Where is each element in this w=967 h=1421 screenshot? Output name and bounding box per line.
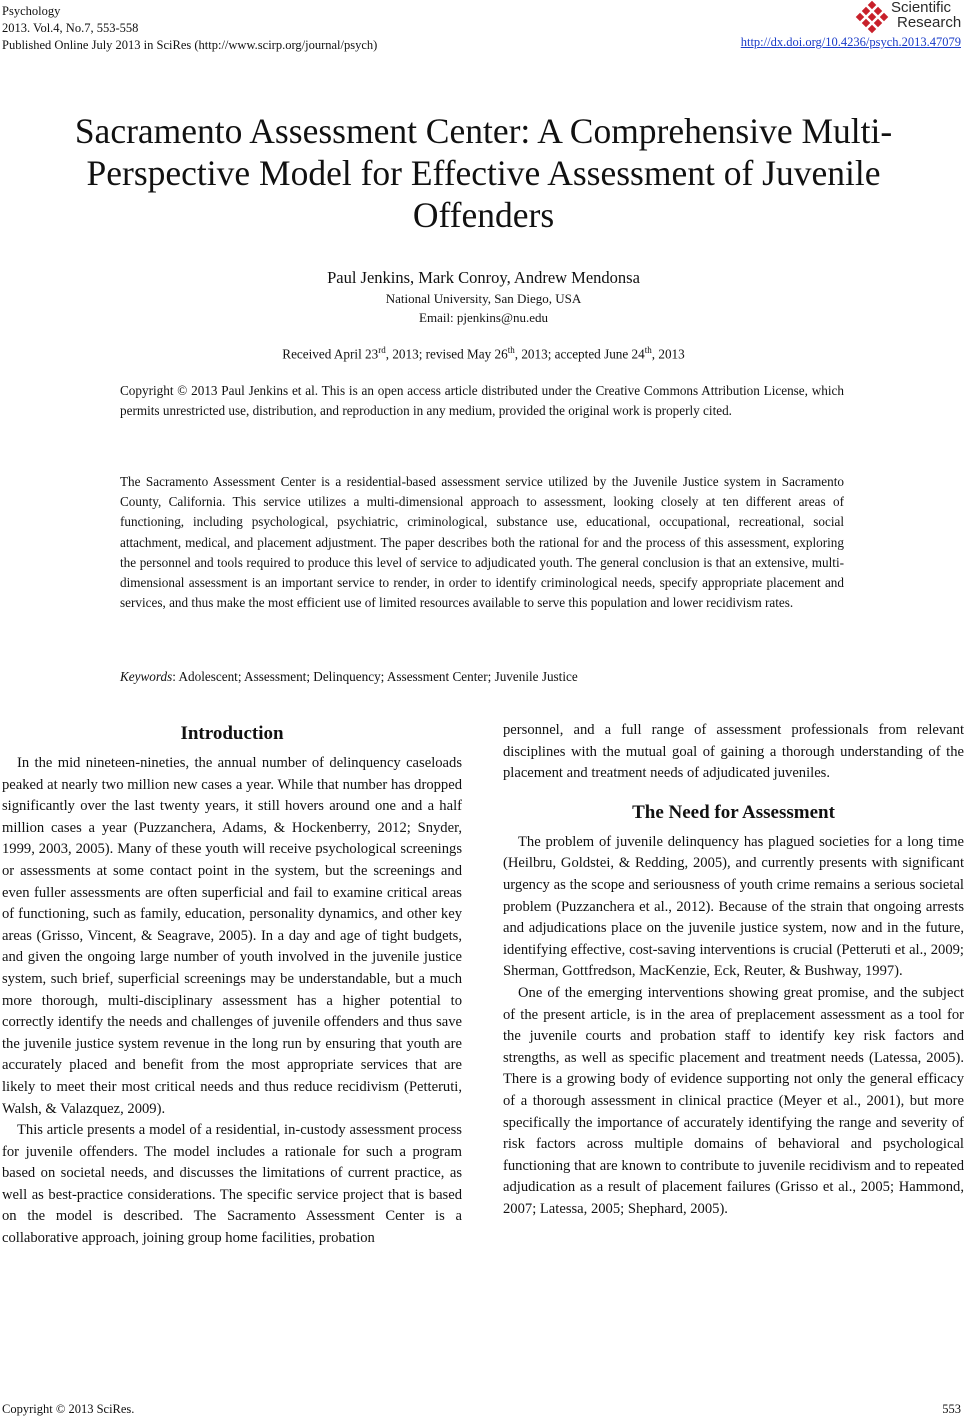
intro-paragraph-1: In the mid nineteen-nineties, the annual number of delinquency caseloads peaked at nearly two million new cases a year. While that number has dropped significantly over the last twenty years, it still hovers around one and a half million cases a year (Puzzanchera, Adams, & Hockenberry, 2012; Snyder, 1999, 2003, 2005). Many of these youth will receive psychological screenings or assessments at some contact point in the system, but the screenings and even fuller assessments are often superficial and fail to examine critical areas of functioning, such as family, education, personality dynamics, and other key areas (Grisso, Vincent, & Seagrave, 2005). In a day and age of tight budgets, and given the ongoing large number of youth involved in the juvenile justice system, such brief, superficial screenings may be understandable, but a much more thorough, multi-disciplinary assessment has a higher potential to correctly identify the needs and challenges of juvenile offenders and thus save the juvenile justice system revenue in the long run by ensuring that youth are accurately placed and benefit from the most appropriate services that are likely to meet their most critical needs and thus reduce recidivism (Petteruti, Walsh, & Valazquez, 2009).: [2, 755, 462, 1117]
keywords-text: : Adolescent; Assessment; Delinquency; Assessment Center; Juvenile Justice: [172, 669, 578, 684]
publication-line: Published Online July 2013 in SciRes (http://www.scirp.org/journal/psych): [2, 38, 378, 52]
doi-header: [741, 35, 961, 50]
logo-text: Scientific Research: [891, 0, 962, 31]
license-notice: Copyright © 2013 Paul Jenkins et al. This is an open access article distributed under the Creative Commons Attribution License, which permits unrestricted use, distribution, and reproduction in any medium, provided the original work is properly cited.: [120, 383, 844, 418]
logo-diamond-icon: [857, 2, 887, 32]
paper-title: Sacramento Assessment Center: A Comprehensive Multi-Perspective Model for Effective Assessment of Juvenile Offenders: [74, 111, 893, 235]
section-heading-need: The Need for Assessment: [632, 801, 835, 823]
footer-copyright: Copyright © 2013 SciRes.: [2, 1402, 135, 1416]
affiliation: National University, San Diego, USA: [385, 291, 582, 306]
running-header: [2, 3, 377, 54]
abstract: The Sacramento Assessment Center is a residential-based assessment service utilized by the Juvenile Justice system in Sacramento County, California. This service utilizes a multi-dimensional approach to assessment, looking closely at ten different areas of functioning, including psychological, psychiatric, criminological, substance use, educational, occupational, recreational, social attachment, medical, and placement adjustment. The paper describes both the rational for and the process of this assessment, exploring the personnel and tools required to produce this level of service to adjudicated youth. The general conclusion is that an extensive, multi-dimensional assessment is an important service to render, in order to identify criminological needs, specify appropriate placement and services, and thus make the most efficient use of limited resources available to serve this population and lower recidivism rates.: [120, 474, 844, 611]
page-number: 553: [942, 1402, 961, 1416]
need-paragraph-1: The problem of juvenile delinquency has plagued societies for a long time (Heilbru, Goldstei, & Redding, 2005), and currently presents with significant urgency as the scope and seriousness of youth crime remains a serious societal problem (Puzzanchera et al., 2012). Because of the strain that ongoing arrests and adjudications place on the juvenile justice system, now and in the future, identifying effective, cost-saving interventions is crucial (Petteruti et al., 2009; Sherman, Gottfredson, MacKenzie, Eck, Reuter, & Bushway, 1997).: [503, 833, 964, 980]
keywords-label: Keywords: [120, 669, 173, 684]
received-dates: Received April 23rd, 2013; revised May 26th, 2013; accepted June 24th, 2013: [282, 345, 685, 362]
journal-volume: 2013. Vol.4, No.7, 553-558: [2, 21, 139, 35]
keywords: [120, 669, 844, 685]
intro-paragraph-2: This article presents a model of a residential, in-custody assessment process for juvenile offenders. The model includes a rationale for such a program based on societal needs, and discusses the limitations of current practice, as well as best-practice considerations. The specific service project that is based on the model is described. The Sacramento Assessment Center is a collaborative approach, joining group home facilities, probation: [2, 1122, 462, 1247]
doi-link[interactable]: http://dx.doi.org/10.4236/psych.2013.47079: [740, 35, 961, 49]
section-heading-introduction: Introduction: [180, 723, 284, 744]
intro-paragraph-2-continued: personnel, and a full range of assessment professionals from relevant disciplines with the mutual goal of gaining a thorough understanding of the placement and treatment needs of adjudicated juveniles.: [503, 722, 964, 782]
journal-name: Psychology: [2, 4, 61, 18]
scientific-research-logo: [853, 0, 963, 34]
left-column: [2, 720, 462, 1250]
right-column: [503, 720, 964, 1220]
author-email: Email: pjenkins@nu.edu: [419, 310, 548, 325]
need-paragraph-2: One of the emerging interventions showing great promise, and the subject of the present article, is in the area of preplacement assessment as a tool for the juvenile courts and probation staff to identify key risk factors and strengths, as well as specific placement and treatment needs (Latessa, 2005). There is a growing body of evidence supporting not only the general efficacy of a thorough assessment in clinical practice (Meyer et al., 2001), but more specifically the importance of accurately identifying the range and severity of risk factors across multiple domains of behavioral and psychological functioning that are known to contribute to juvenile recidivism and to repeated adjudication as a result of placement failures (Grisso et al., 2005; Hammond, 2007; Latessa, 2005; Shephard, 2005).: [503, 984, 964, 1217]
author-list: Paul Jenkins, Mark Conroy, Andrew Mendonsa: [327, 268, 640, 287]
